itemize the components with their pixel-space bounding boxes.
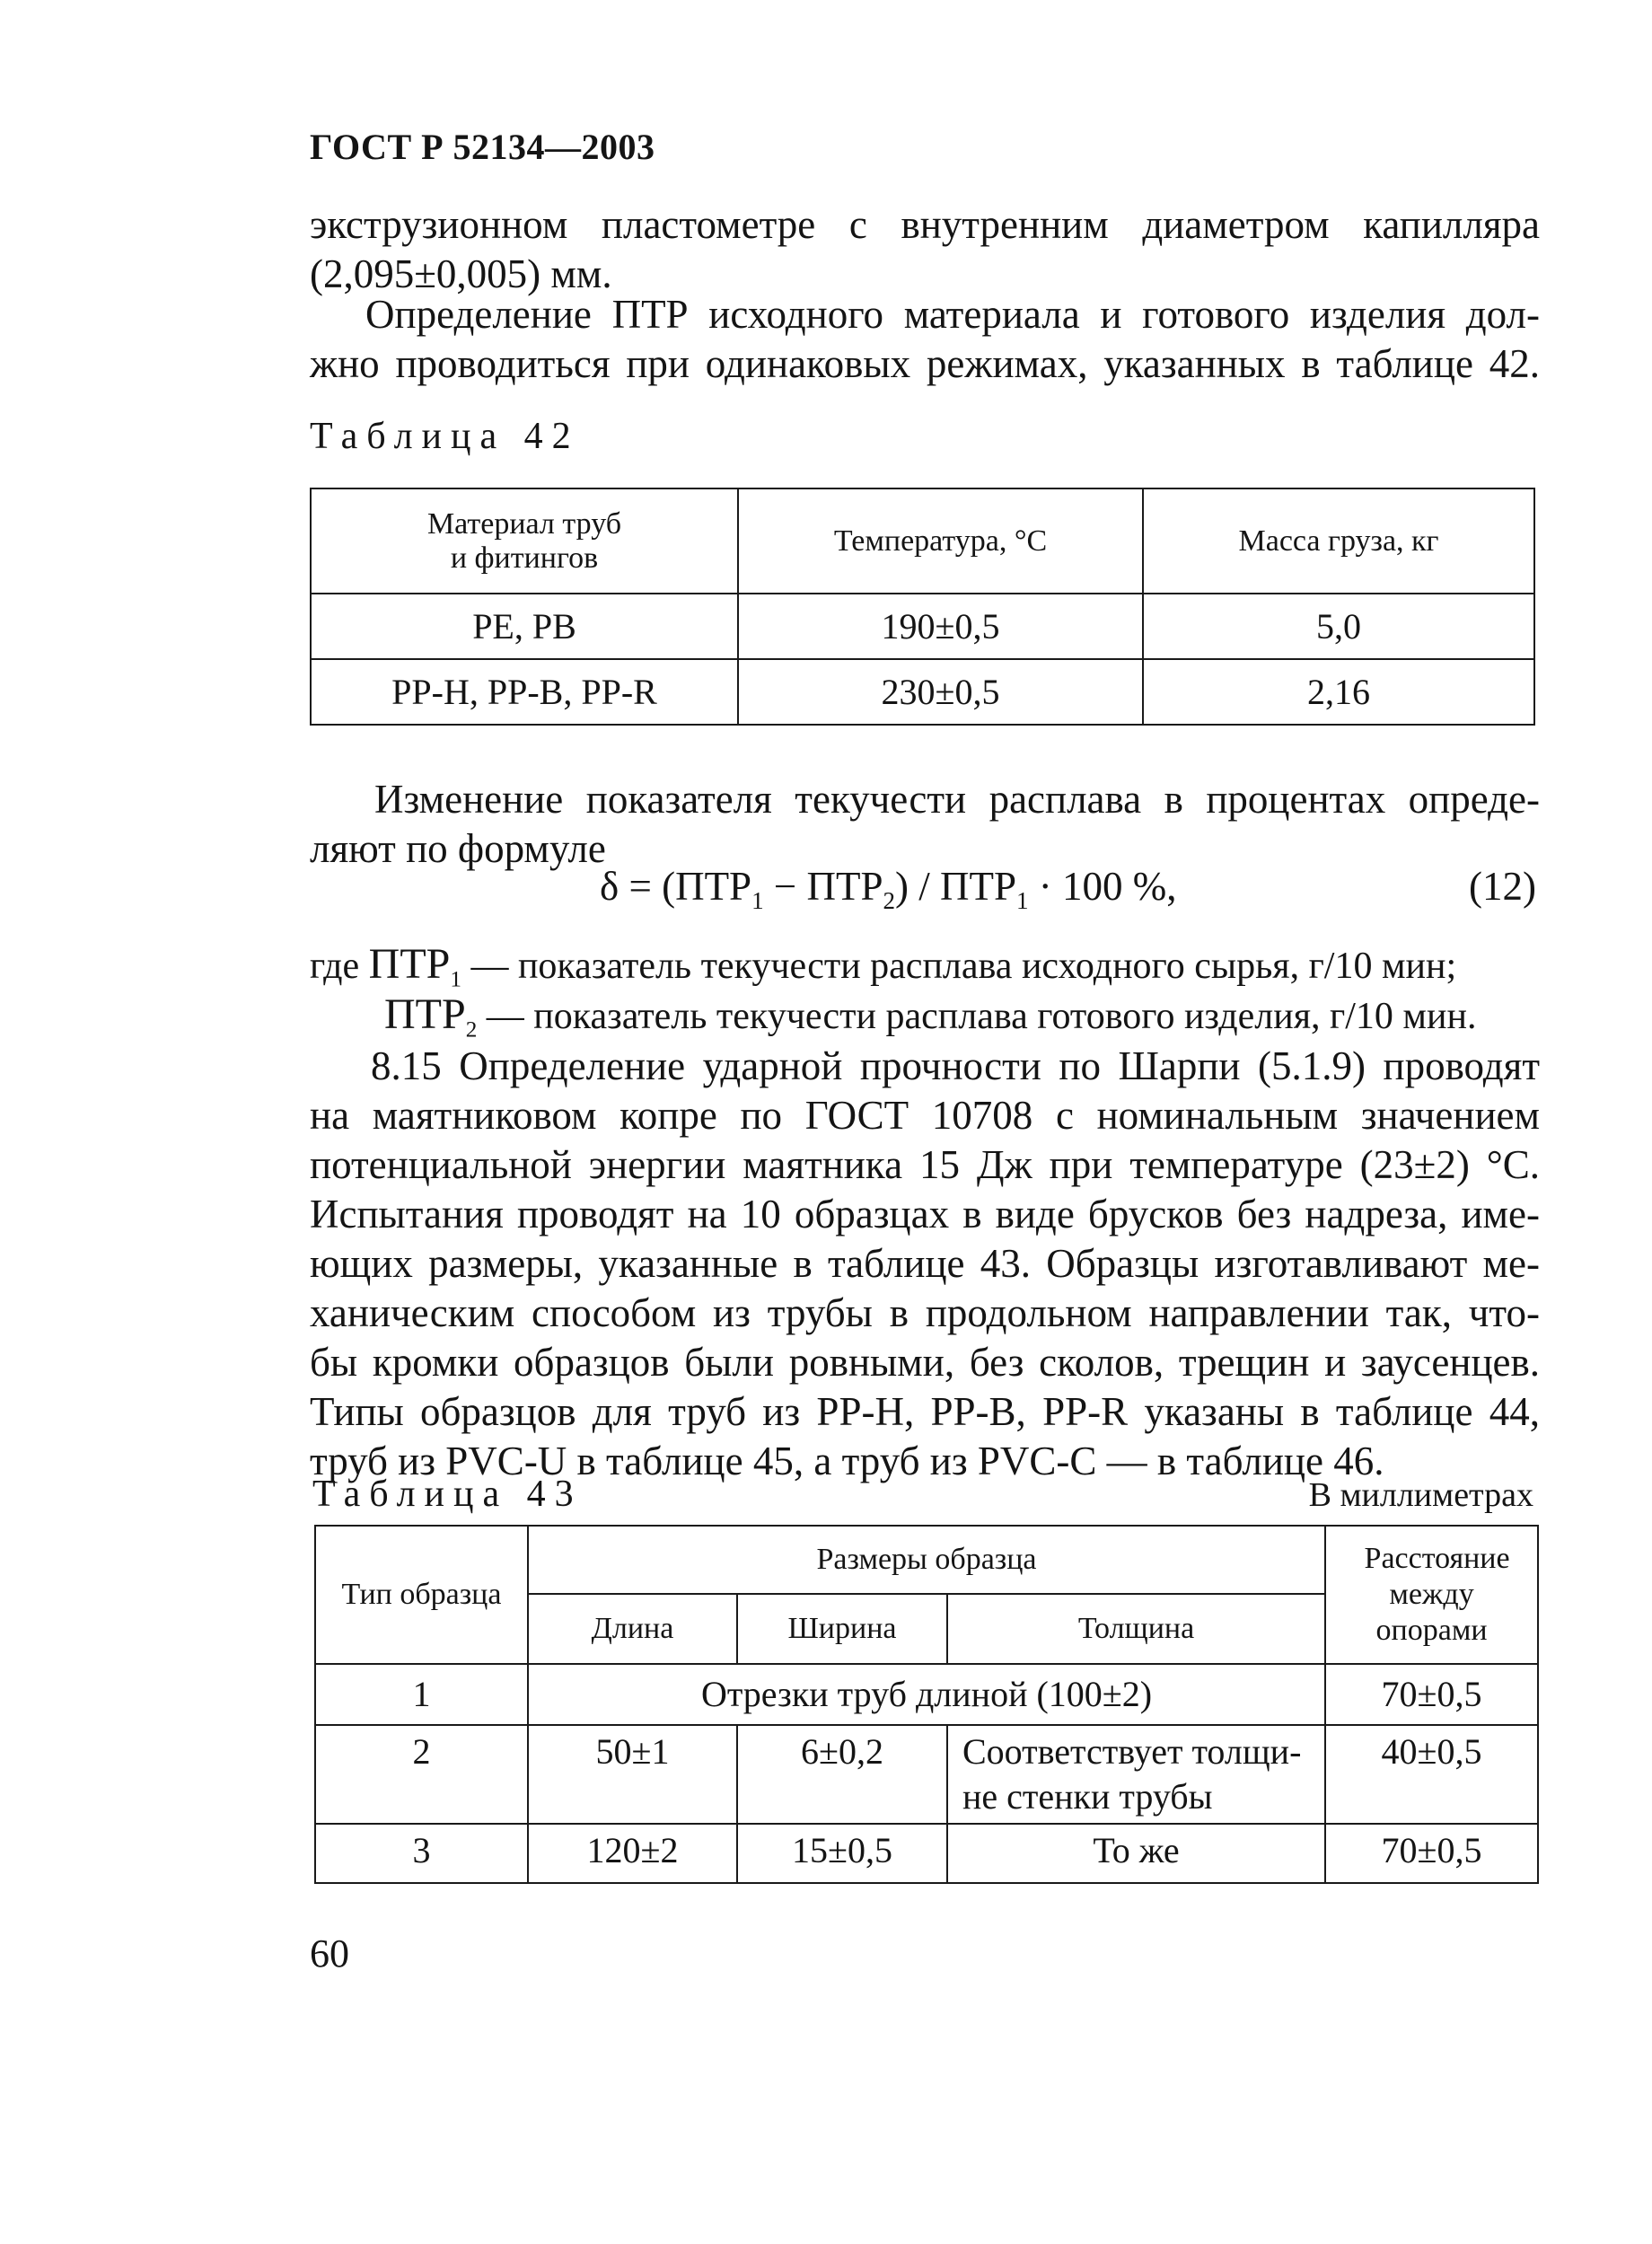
text-line: 8.15 Определение ударной прочности по Шарпи (5.1.9) проводят xyxy=(371,1043,1540,1088)
text-line: Определение ПТР исходного материала и готового изделия дол- xyxy=(365,292,1540,337)
table-row xyxy=(315,1725,1538,1824)
table-42 xyxy=(310,488,1535,726)
text-line: бы кромки образцов были ровными, без сколов, трещин и заусенцев. xyxy=(310,1340,1540,1385)
text-line: ханическим способом из трубы в продольном направлении так, что- xyxy=(310,1290,1540,1335)
document-header: ГОСТ Р 52134—2003 xyxy=(310,127,655,167)
text-line: Типы образцов для труб из PP-H, PP-B, PP-R указаны в таблице 44, xyxy=(310,1389,1540,1434)
header-sample-type: Тип образца xyxy=(315,1526,528,1664)
header-material: Материал труб и фитингов xyxy=(311,488,738,594)
table-row xyxy=(311,594,1534,659)
text-line: ющих размеры, указанные в таблице 43. Образцы изготавливают ме- xyxy=(310,1241,1540,1286)
cell-mass: 2,16 xyxy=(1143,659,1534,725)
table-header-row xyxy=(315,1526,1538,1594)
cell-length: 120±2 xyxy=(528,1824,737,1883)
header-width: Ширина xyxy=(737,1594,947,1664)
cell-type: 1 xyxy=(315,1664,528,1725)
cell-distance: 70±0,5 xyxy=(1325,1824,1538,1883)
formula-number: (12) xyxy=(1469,864,1536,909)
sharpy-paragraph xyxy=(310,1042,1540,1486)
cell-width: 15±0,5 xyxy=(737,1824,947,1883)
cell-mass: 5,0 xyxy=(1143,594,1534,659)
header-length: Длина xyxy=(528,1594,737,1664)
cell-type: 2 xyxy=(315,1725,528,1824)
header-support-distance: Расстояние между опорами xyxy=(1325,1526,1538,1664)
intro-paragraph xyxy=(310,200,1540,299)
table-header-row xyxy=(311,488,1534,594)
cell-material: PP-H, PP-B, PP-R xyxy=(311,659,738,725)
cell-material: PE, PB xyxy=(311,594,738,659)
where-line-1: где $ПТР_1$ — показатель текучести расплава исходного сырья, г/10 мин; xyxy=(310,940,1457,992)
cell-merged-dimensions: Отрезки труб длиной (100±2) xyxy=(528,1664,1325,1725)
ptr-paragraph xyxy=(310,290,1540,389)
header-sample-dimensions: Размеры образца xyxy=(528,1526,1325,1594)
page-number: 60 xyxy=(310,1932,349,1976)
header-mass: Масса груза, кг xyxy=(1143,488,1534,594)
text-line: труб из PVC-U в таблице 45, а труб из PVC-C — в таблице 46. xyxy=(310,1439,1384,1483)
change-paragraph xyxy=(310,775,1540,874)
cell-length: 50±1 xyxy=(528,1725,737,1824)
table-43 xyxy=(314,1525,1539,1884)
formula-12: $\delta = (ПТР_1 - ПТР_2) / ПТР_1 \cdot 100$ %, xyxy=(600,864,1177,914)
where-line-2: $ПТР_2$ — показатель текучести расплава готового изделия, г/10 мин. xyxy=(384,990,1477,1043)
cell-type: 3 xyxy=(315,1824,528,1883)
cell-thickness: Соответствует толщи- не стенки трубы xyxy=(947,1725,1325,1824)
table42-caption: Таблица 42 xyxy=(310,416,580,457)
cell-distance: 70±0,5 xyxy=(1325,1664,1538,1725)
table-row xyxy=(311,659,1534,725)
cell-width: 6±0,2 xyxy=(737,1725,947,1824)
text-line: ляют по формуле xyxy=(310,826,606,871)
text-line: потенциальной энергии маятника 15 Дж при температуре (23±2) °С. xyxy=(310,1142,1540,1187)
text-line: Испытания проводят на 10 образцах в виде брусков без надреза, име- xyxy=(310,1192,1540,1236)
cell-temperature: 190±0,5 xyxy=(738,594,1143,659)
text-line: экструзионном пластометре с внутренним диаметром капилляра xyxy=(310,202,1540,247)
text-line: (2,095±0,005) мм. xyxy=(310,251,612,296)
table-row xyxy=(315,1664,1538,1725)
text-line: на маятниковом копре по ГОСТ 10708 с номинальным значением xyxy=(310,1093,1540,1138)
cell-distance: 40±0,5 xyxy=(1325,1725,1538,1824)
text-line: Изменение показателя текучести расплава в процентах опреде- xyxy=(374,777,1540,822)
text-line: жно проводиться при одинаковых режимах, указанных в таблице 42. xyxy=(310,341,1540,386)
units-label: В миллиметрах xyxy=(1308,1476,1533,1514)
table43-caption: Таблица 43 xyxy=(312,1474,583,1515)
header-thickness: Толщина xyxy=(947,1594,1325,1664)
cell-thickness: То же xyxy=(947,1824,1325,1883)
table-row xyxy=(315,1824,1538,1883)
header-temperature: Температура, °С xyxy=(738,488,1143,594)
cell-temperature: 230±0,5 xyxy=(738,659,1143,725)
